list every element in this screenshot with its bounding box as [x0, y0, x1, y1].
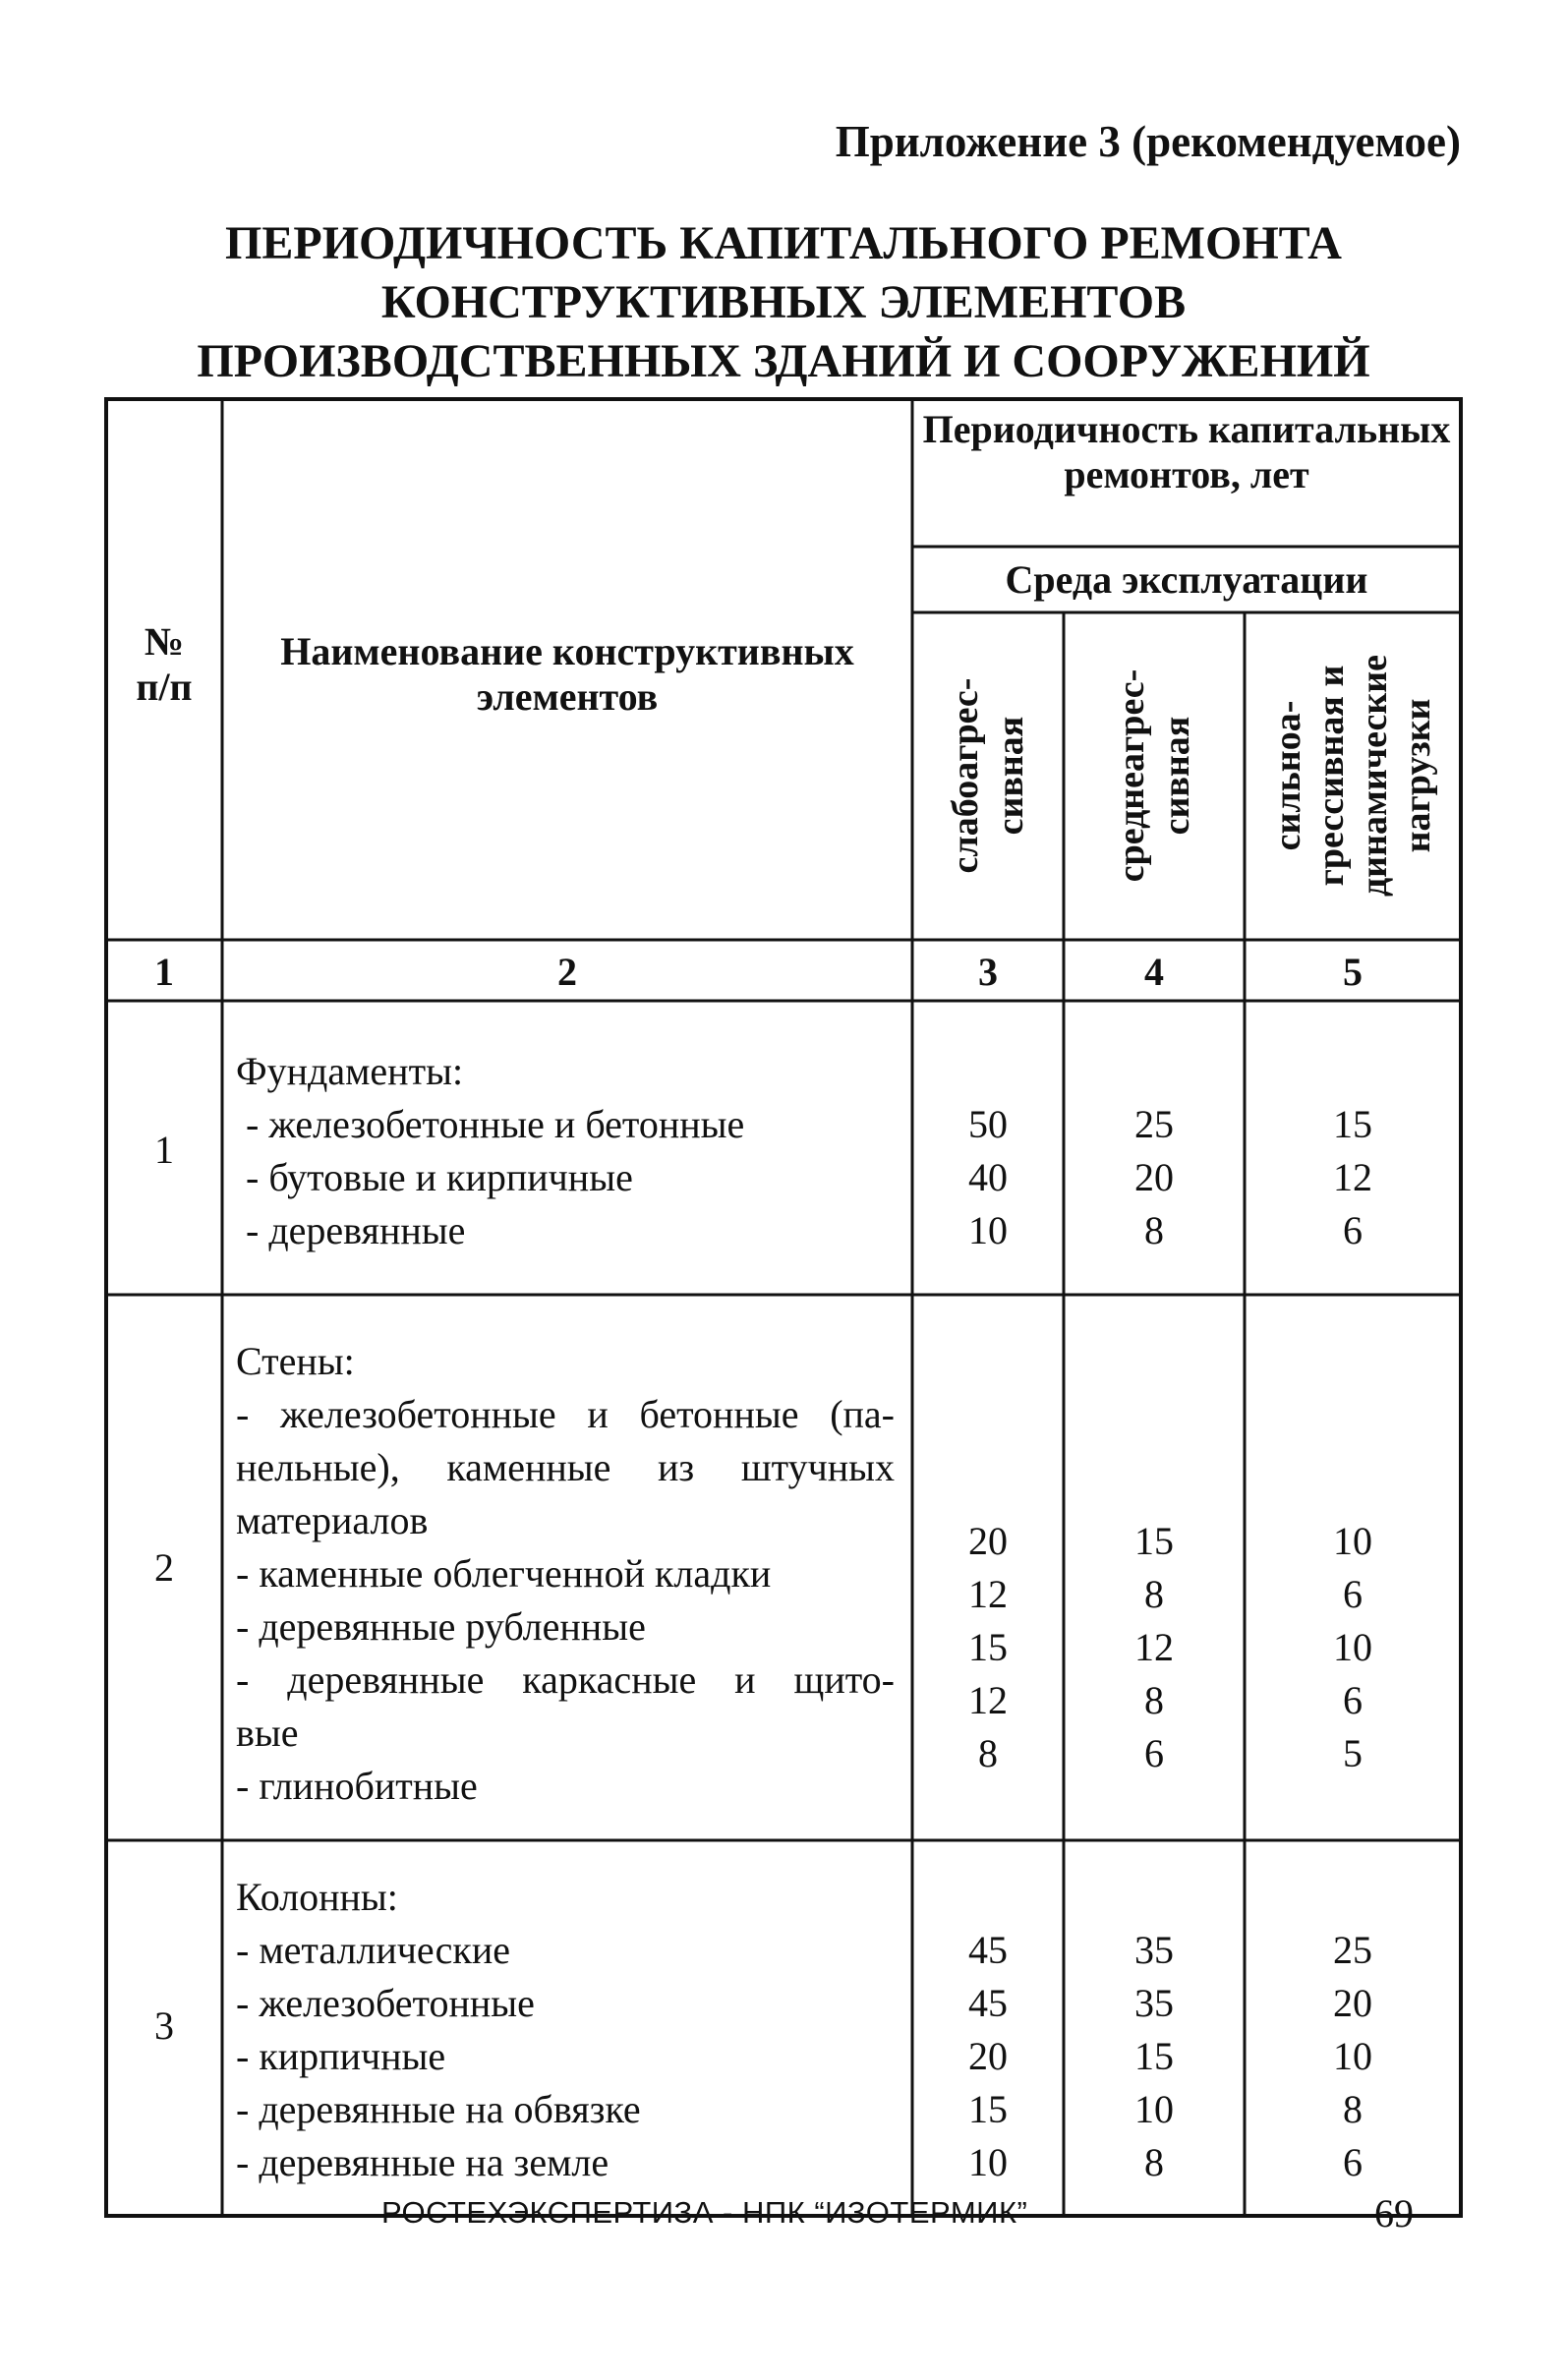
- row-number: 2: [154, 1545, 174, 1590]
- item-label: материалов: [236, 1498, 429, 1542]
- value: 15: [968, 1625, 1008, 1669]
- group-label: Стены:: [236, 1339, 355, 1383]
- item-label: - бутовые и кирпичные: [236, 1155, 633, 1199]
- value: 6: [1343, 1678, 1363, 1722]
- value: 8: [1144, 2140, 1164, 2184]
- value: 20: [1333, 1981, 1372, 2025]
- values-col-5: [1245, 1515, 1461, 1780]
- value: 6: [1343, 1572, 1363, 1616]
- value: 5: [1343, 1731, 1363, 1775]
- item-label: нельные), каменные из штучных: [236, 1445, 895, 1489]
- appendix-label: Приложение 3 (рекомендуемое): [835, 117, 1461, 166]
- value: 8: [1343, 2087, 1363, 2131]
- item-label: - деревянные на обвязке: [236, 2087, 641, 2131]
- value: 10: [1333, 2034, 1372, 2078]
- col-header-name: Наименование конструктивных элементов: [280, 629, 854, 719]
- col-number: 1: [154, 950, 174, 994]
- col-header-environment: Среда эксплуатации: [1005, 557, 1368, 602]
- value: 20: [968, 2034, 1008, 2078]
- value: 15: [1134, 1519, 1174, 1563]
- value: 15: [1134, 2034, 1174, 2078]
- item-label: - деревянные на земле: [236, 2140, 609, 2184]
- row-description: [236, 1335, 895, 1813]
- group-label: Фундаменты:: [236, 1049, 464, 1093]
- value: 6: [1343, 2140, 1363, 2184]
- values-col-5: [1245, 1098, 1461, 1257]
- value: 40: [968, 1155, 1008, 1199]
- footer-publisher: РОСТЕХЭКСПЕРТИЗА - НПК “ИЗОТЕРМИК”: [381, 2195, 1028, 2230]
- col-number: 2: [557, 950, 577, 994]
- title-line: КОНСТРУКТИВНЫХ ЭЛЕМЕНТОВ: [380, 276, 1187, 328]
- item-label: - деревянные каркасные и щито-: [236, 1657, 895, 1702]
- row-number: 1: [154, 1128, 174, 1172]
- env-col-medium: среднеагрес- сивная: [1111, 668, 1197, 883]
- env-col-weak: слабоагрес- сивная: [945, 677, 1031, 874]
- col-header-no: № п/п: [136, 619, 193, 709]
- row-description: [236, 1045, 895, 1257]
- item-label: - железобетонные: [236, 1981, 535, 2025]
- col-number: 4: [1144, 950, 1164, 994]
- item-label: - деревянные: [236, 1208, 466, 1252]
- item-label: - деревянные рубленные: [236, 1604, 646, 1649]
- col-header-period: Периодичность капитальных ремонтов, лет: [922, 407, 1451, 496]
- value: 20: [968, 1519, 1008, 1563]
- values-col-5: [1245, 1924, 1461, 2189]
- value: 15: [1333, 1102, 1372, 1146]
- col-number: 5: [1343, 950, 1363, 994]
- title-line: ПРОИЗВОДСТВЕННЫХ ЗДАНИЙ И СООРУЖЕНИЙ: [197, 335, 1370, 387]
- item-label: - каменные облегченной кладки: [236, 1551, 772, 1596]
- item-label: - железобетонные и бетонные (па-: [236, 1392, 895, 1436]
- value: 45: [968, 1981, 1008, 2025]
- value: 45: [968, 1928, 1008, 1972]
- values-col-3: [912, 1924, 1064, 2189]
- value: 12: [968, 1572, 1008, 1616]
- values-col-3: [912, 1098, 1064, 1257]
- row-description: [236, 1871, 895, 2189]
- value: 35: [1134, 1981, 1174, 2025]
- value: 12: [1333, 1155, 1372, 1199]
- values-col-4: [1064, 1515, 1245, 1780]
- value: 10: [1134, 2087, 1174, 2131]
- value: 35: [1134, 1928, 1174, 1972]
- item-label: вые: [236, 1711, 299, 1755]
- values-col-4: [1064, 1924, 1245, 2189]
- value: 15: [968, 2087, 1008, 2131]
- value: 10: [1333, 1625, 1372, 1669]
- value: 50: [968, 1102, 1008, 1146]
- col-number: 3: [978, 950, 998, 994]
- row-number: 3: [154, 2003, 174, 2048]
- value: 20: [1134, 1155, 1174, 1199]
- group-label: Колонны:: [236, 1875, 398, 1919]
- page-number: 69: [1374, 2191, 1414, 2235]
- value: 8: [1144, 1208, 1164, 1252]
- item-label: - кирпичные: [236, 2034, 446, 2078]
- value: 6: [1144, 1731, 1164, 1775]
- values-col-4: [1064, 1098, 1245, 1257]
- value: 6: [1343, 1208, 1363, 1252]
- value: 25: [1333, 1928, 1372, 1972]
- value: 8: [1144, 1572, 1164, 1616]
- value: 10: [968, 1208, 1008, 1252]
- env-col-strong: сильноа- грессивная и динамические нагрузки: [1267, 654, 1438, 898]
- title-line: ПЕРИОДИЧНОСТЬ КАПИТАЛЬНОГО РЕМОНТА: [225, 217, 1342, 269]
- values-col-3: [912, 1515, 1064, 1780]
- value: 10: [1333, 1519, 1372, 1563]
- value: 8: [1144, 1678, 1164, 1722]
- value: 10: [968, 2140, 1008, 2184]
- item-label: - железобетонные и бетонные: [236, 1102, 745, 1146]
- item-label: - глинобитные: [236, 1764, 478, 1808]
- item-label: - металлические: [236, 1928, 511, 1972]
- value: 12: [968, 1678, 1008, 1722]
- value: 8: [978, 1731, 998, 1775]
- value: 12: [1134, 1625, 1174, 1669]
- value: 25: [1134, 1102, 1174, 1146]
